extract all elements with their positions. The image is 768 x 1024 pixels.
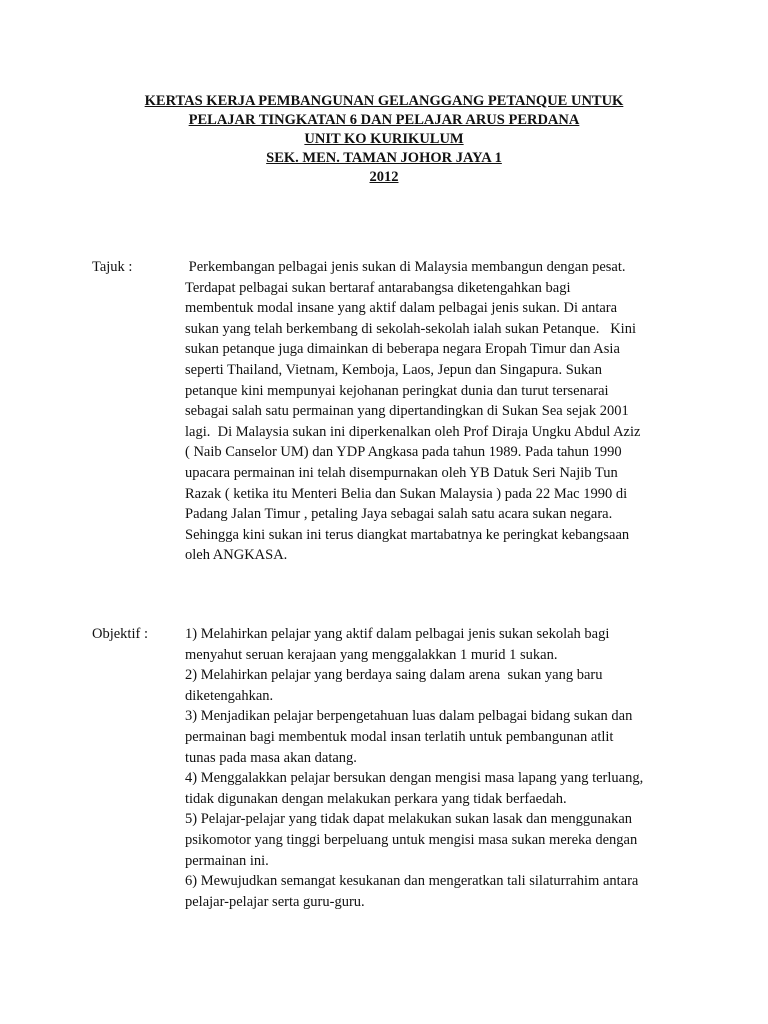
tajuk-line: Razak ( ketika itu Menteri Belia dan Sukan Malaysia ) pada 22 Mac 1990 di xyxy=(185,485,628,502)
objektif-line: psikomotor yang tinggi berpeluang untuk mengisi masa sukan mereka dengan xyxy=(185,831,638,848)
tajuk-line: Perkembangan pelbagai jenis sukan di Malaysia membangun dengan pesat. xyxy=(185,259,626,275)
tajuk-label: Tajuk : xyxy=(92,259,133,275)
tajuk-line: seperti Thailand, Vietnam, Kemboja, Laos, Jepun dan Singapura. Sukan xyxy=(185,361,602,378)
tajuk-line: oleh ANGKASA. xyxy=(185,547,288,564)
tajuk-line: sukan petanque juga dimainkan di beberapa negara Eropah Timur dan Asia xyxy=(185,341,620,358)
tajuk-body xyxy=(185,257,685,566)
tajuk-line: petanque kini mempunyai kejohanan peringkat dunia dan turut tersenarai xyxy=(185,382,609,399)
tajuk-line: ( Naib Canselor UM) dan YDP Angkasa pada tahun 1989. Pada tahun 1990 xyxy=(185,444,622,461)
tajuk-line: upacara permainan ini telah disempurnakan oleh YB Datuk Seri Najib Tun xyxy=(185,464,618,481)
title-line: 2012 xyxy=(369,169,399,185)
objektif-line: 5) Pelajar-pelajar yang tidak dapat melakukan sukan lasak dan menggunakan xyxy=(185,811,633,828)
objektif-line: menyahut seruan kerajaan yang menggalakkan 1 murid 1 sukan. xyxy=(185,646,558,663)
objektif-line: pelajar-pelajar serta guru-guru. xyxy=(185,893,365,910)
objektif-body xyxy=(185,624,685,912)
objektif-line: tidak digunakan dengan melakukan perkara yang tidak berfaedah. xyxy=(185,790,567,807)
document-title xyxy=(0,92,768,187)
objektif-line: diketengahkan. xyxy=(185,687,274,704)
tajuk-line: lagi. Di Malaysia sukan ini diperkenalkan oleh Prof Diraja Ungku Abdul Aziz xyxy=(185,423,641,440)
objektif-line: 3) Menjadikan pelajar berpengetahuan luas dalam pelbagai bidang sukan dan xyxy=(185,708,633,725)
tajuk-line: sukan yang telah berkembang di sekolah-sekolah ialah sukan Petanque. Kini xyxy=(185,320,636,337)
objektif-label: Objektif : xyxy=(92,626,148,642)
tajuk-line: Padang Jalan Timur , petaling Jaya sebagai salah satu acara sukan negara. xyxy=(185,506,613,523)
objektif-line: permainan bagi membentuk modal insan terlatih untuk pembangunan atlit xyxy=(185,728,614,745)
title-line: KERTAS KERJA PEMBANGUNAN GELANGGANG PETANQUE UNTUK xyxy=(144,93,624,109)
tajuk-line: Terdapat pelbagai sukan bertaraf antarabangsa diketengahkan bagi xyxy=(185,279,571,296)
objektif-line: tunas pada masa akan datang. xyxy=(185,749,357,766)
tajuk-line: Sehingga kini sukan ini terus diangkat martabatnya ke peringkat kebangsaan xyxy=(185,526,630,543)
title-line: PELAJAR TINGKATAN 6 DAN PELAJAR ARUS PERDANA xyxy=(188,112,580,128)
tajuk-line: sebagai salah satu permainan yang dipertandingkan di Sukan Sea sejak 2001 xyxy=(185,403,629,420)
title-line: UNIT KO KURIKULUM xyxy=(304,131,464,147)
tajuk-line: membentuk modal insane yang aktif dalam pelbagai jenis sukan. Di antara xyxy=(185,300,618,317)
objektif-line: permainan ini. xyxy=(185,852,269,869)
objektif-line: 1) Melahirkan pelajar yang aktif dalam pelbagai jenis sukan sekolah bagi xyxy=(185,626,610,642)
objektif-line: 4) Menggalakkan pelajar bersukan dengan mengisi masa lapang yang terluang, xyxy=(185,770,644,787)
objektif-line: 2) Melahirkan pelajar yang berdaya saing dalam arena sukan yang baru xyxy=(185,667,603,684)
objektif-line: 6) Mewujudkan semangat kesukanan dan mengeratkan tali silaturrahim antara xyxy=(185,873,639,890)
title-line: SEK. MEN. TAMAN JOHOR JAYA 1 xyxy=(266,150,502,166)
